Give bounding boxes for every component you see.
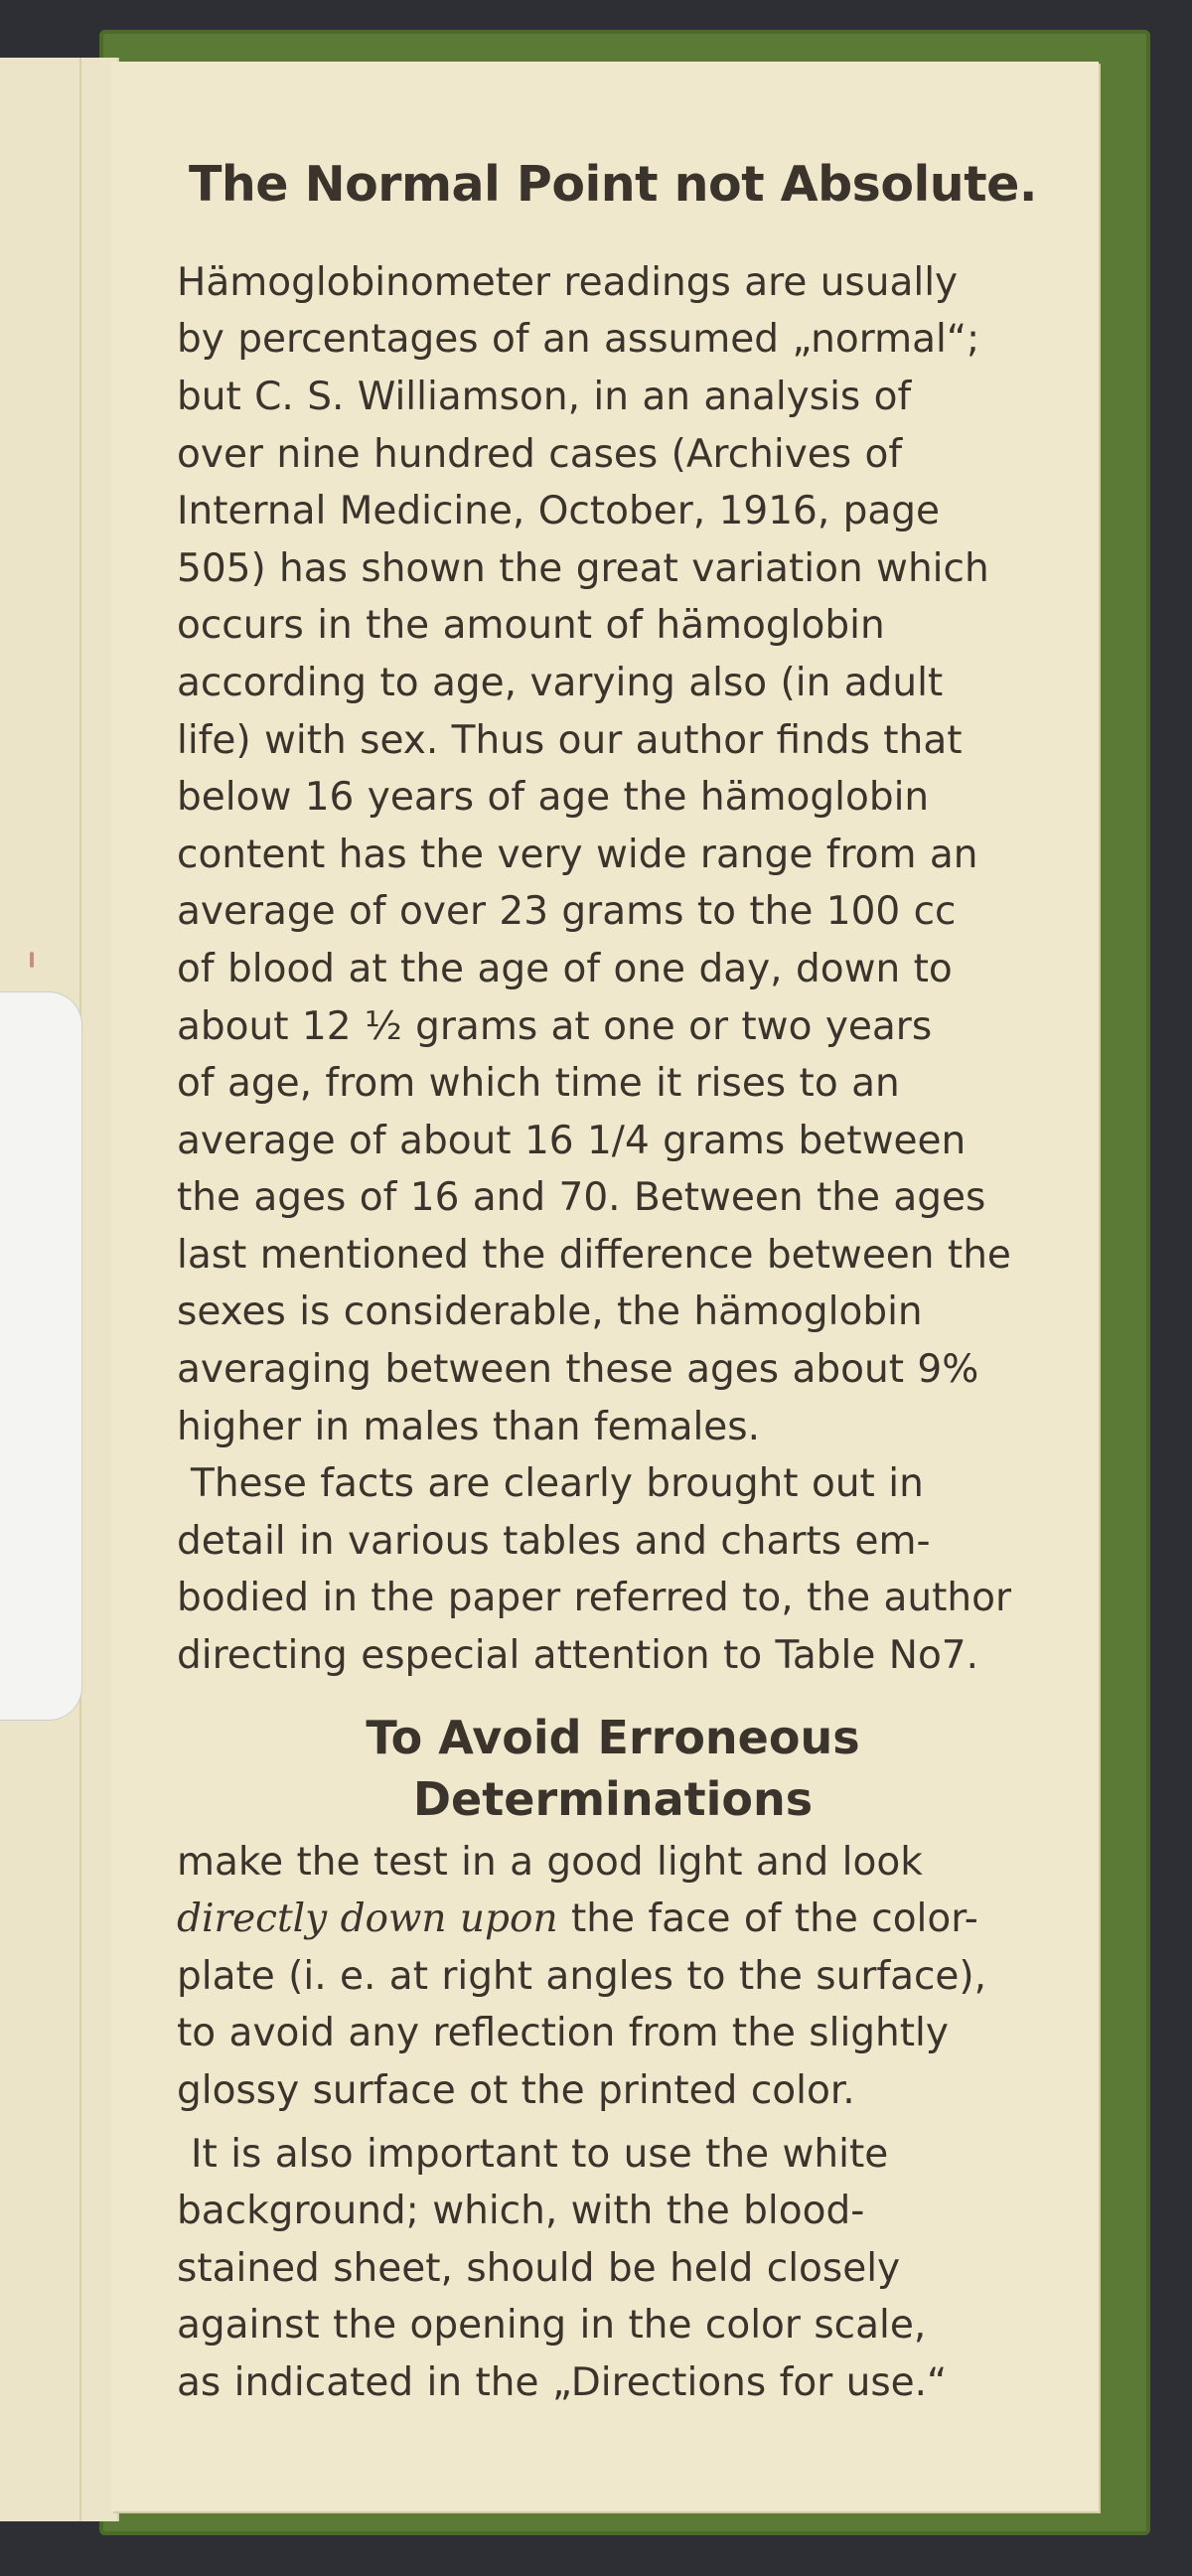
paragraph-test-end: the face of the color- plate (i. e. at right angles to the surface), to avoid any reflection from the slightly glossy surface ot the printed color.	[177, 1896, 987, 2114]
paragraph-tables-and-charts: These facts are clearly brought out in detail in various tables and charts em- bodied in the paper referred to, the author directing especial attention to Table No7.	[177, 1461, 1011, 1679]
heading-avoid-erroneous: To Avoid Erroneous Determinations	[366, 1710, 860, 1826]
printed-page	[111, 62, 1099, 2511]
paragraph-white-background: It is also important to use the white background; which, with the blood- stained sheet, should be held closely against the opening in the color scale, as indicated in the „Directions for use.“	[177, 2131, 948, 2405]
paragraph-williamson-analysis: Hämoglobinometer readings are usually by percentages of an assumed „normal“; but C. S. Williamson, in an analysis of over nine hundred cases (Archives of Internal Medicine, October, 1916, page 505) has shown the great variation which occurs in the amount of hämoglobin according to age, varying also (in adult life) with sex. Thus our author finds that below 16 years of age the hämoglobin content has the very wide range from an average of over 23 grams to the 100 cc of blood at the age of one day, down to about 12 ½ grams at one or two years of age, from which time it rises to an average of about 16 1/4 grams between the ages of 16 and 70. Between the ages last mentioned the difference between the sexes is considerable, the hämoglobin averaging between these ages about 9% higher in males than females.	[177, 259, 1011, 1449]
emphasis-directly-down-upon: directly down upon	[177, 1896, 558, 1942]
page-content	[177, 156, 1049, 2412]
paragraph-test-in-good-light	[177, 1834, 1049, 2120]
heading-normal-point: The Normal Point not Absolute.	[189, 156, 1037, 213]
ink-spot	[30, 952, 34, 968]
white-background-tab	[0, 991, 82, 1721]
paragraph-test-start: make the test in a good light and look	[177, 1839, 923, 1885]
